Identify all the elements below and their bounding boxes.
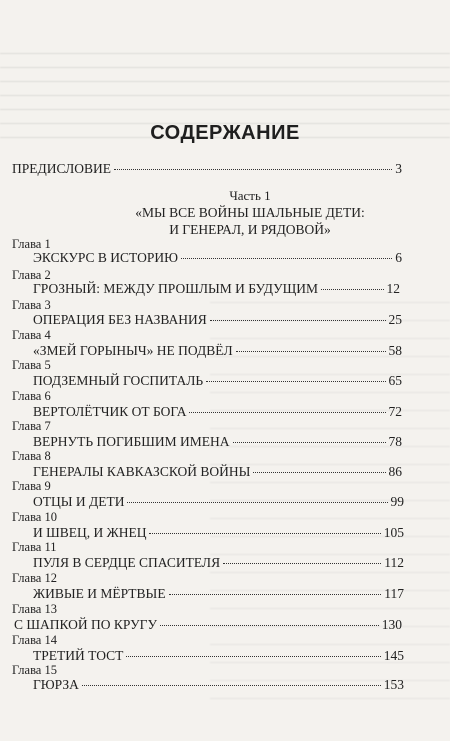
chapter-label: Глава 1 bbox=[12, 237, 51, 251]
dot-leader bbox=[169, 594, 382, 595]
part-heading bbox=[40, 187, 450, 238]
toc-entry-title: ПУЛЯ В СЕРДЦЕ СПАСИТЕЛЯ bbox=[33, 555, 221, 570]
toc-entry-title: ОПЕРАЦИЯ БЕЗ НАЗВАНИЯ bbox=[33, 312, 207, 327]
toc-row-chapter bbox=[14, 617, 402, 635]
dot-leader bbox=[181, 258, 392, 259]
chapter-label: Глава 10 bbox=[12, 510, 57, 524]
chapter-label: Глава 5 bbox=[12, 358, 51, 372]
toc-row-chapter bbox=[33, 404, 402, 422]
dot-leader bbox=[126, 656, 380, 657]
toc-entry-title: ГЕНЕРАЛЫ КАВКАЗСКОЙ ВОЙНЫ bbox=[33, 464, 251, 479]
toc-row-chapter bbox=[33, 494, 404, 512]
chapter-label: Глава 12 bbox=[12, 571, 57, 585]
dot-leader bbox=[149, 533, 380, 534]
toc-row-preface bbox=[12, 161, 402, 179]
toc-page-number: 72 bbox=[388, 404, 402, 419]
toc-row-chapter bbox=[33, 648, 404, 666]
chapter-label: Глава 6 bbox=[12, 389, 51, 403]
toc-row-chapter bbox=[33, 281, 400, 299]
toc-page-number: 130 bbox=[381, 617, 402, 632]
toc-page-number: 145 bbox=[383, 648, 404, 663]
toc-page-number: 112 bbox=[384, 555, 404, 570]
dot-leader bbox=[160, 625, 379, 626]
toc-entry-title: ЖИВЫЕ И МЁРТВЫЕ bbox=[33, 586, 166, 601]
toc-entry-title: ТРЕТИЙ ТОСТ bbox=[33, 648, 124, 663]
dot-leader bbox=[189, 412, 385, 413]
toc-row-chapter bbox=[33, 464, 402, 482]
dot-leader bbox=[82, 685, 381, 686]
toc-page-number: 117 bbox=[384, 586, 404, 601]
dot-leader bbox=[236, 351, 386, 352]
toc-page-number: 12 bbox=[386, 281, 400, 296]
toc-row-chapter bbox=[33, 555, 404, 573]
dot-leader bbox=[114, 169, 392, 170]
toc-entry-title: ГЮРЗА bbox=[33, 677, 79, 692]
dot-leader bbox=[223, 563, 381, 564]
part-label: Часть 1 bbox=[229, 188, 271, 203]
dot-leader bbox=[127, 502, 387, 503]
toc-entry-title: ВЕРТОЛЁТЧИК ОТ БОГА bbox=[33, 404, 187, 419]
toc-row-chapter bbox=[33, 434, 402, 452]
toc-page-number: 6 bbox=[395, 250, 402, 265]
toc-entry-title: С ШАПКОЙ ПО КРУГУ bbox=[14, 617, 158, 632]
toc-page-number: 3 bbox=[395, 161, 402, 176]
toc-page-number: 65 bbox=[388, 373, 402, 388]
toc-title: СОДЕРЖАНИЕ bbox=[150, 122, 300, 144]
toc-row-chapter bbox=[33, 343, 402, 361]
chapter-label: Глава 11 bbox=[12, 540, 57, 554]
toc-page-number: 58 bbox=[388, 343, 402, 358]
part-title-line-1: «МЫ ВСЕ ВОЙНЫ ШАЛЬНЫЕ ДЕТИ: bbox=[135, 205, 365, 220]
chapter-label: Глава 15 bbox=[12, 663, 57, 677]
toc-entry-title: ПРЕДИСЛОВИЕ bbox=[12, 161, 112, 176]
chapter-label: Глава 3 bbox=[12, 298, 51, 312]
dot-leader bbox=[210, 320, 386, 321]
chapter-label: Глава 7 bbox=[12, 419, 51, 433]
toc-entry-title: ВЕРНУТЬ ПОГИБШИМ ИМЕНА bbox=[33, 434, 230, 449]
toc-entry-title: ОТЦЫ И ДЕТИ bbox=[33, 494, 125, 509]
dot-leader bbox=[253, 472, 385, 473]
toc-row-chapter bbox=[33, 312, 402, 330]
toc-page-number: 86 bbox=[388, 464, 402, 479]
chapter-label: Глава 13 bbox=[12, 602, 57, 616]
toc-entry-title: «ЗМЕЙ ГОРЫНЫЧ» НЕ ПОДВЁЛ bbox=[33, 343, 233, 358]
part-title-line-2: И ГЕНЕРАЛ, И РЯДОВОЙ» bbox=[169, 222, 331, 237]
toc-page-number: 153 bbox=[383, 677, 404, 692]
dot-leader bbox=[206, 381, 385, 382]
dot-leader bbox=[233, 442, 386, 443]
toc-page-number: 105 bbox=[383, 525, 404, 540]
chapter-label: Глава 8 bbox=[12, 449, 51, 463]
toc-row-chapter bbox=[33, 525, 404, 543]
toc-row-chapter bbox=[33, 586, 404, 604]
chapter-label: Глава 9 bbox=[12, 479, 51, 493]
toc-entry-title: ПОДЗЕМНЫЙ ГОСПИТАЛЬ bbox=[33, 373, 204, 388]
toc-page-number: 99 bbox=[390, 494, 404, 509]
toc-page-number: 25 bbox=[388, 312, 402, 327]
toc-page-number: 78 bbox=[388, 434, 402, 449]
toc-row-chapter bbox=[33, 373, 402, 391]
toc-row-chapter bbox=[33, 677, 404, 695]
dot-leader bbox=[321, 289, 383, 290]
toc-entry-title: ЭКСКУРС В ИСТОРИЮ bbox=[33, 250, 179, 265]
toc-row-chapter bbox=[33, 250, 402, 268]
toc-entry-title: ГРОЗНЫЙ: МЕЖДУ ПРОШЛЫМ И БУДУЩИМ bbox=[33, 281, 319, 296]
chapter-label: Глава 2 bbox=[12, 268, 51, 282]
toc-entry-title: И ШВЕЦ, И ЖНЕЦ bbox=[33, 525, 147, 540]
chapter-label: Глава 4 bbox=[12, 328, 51, 342]
chapter-label: Глава 14 bbox=[12, 633, 57, 647]
